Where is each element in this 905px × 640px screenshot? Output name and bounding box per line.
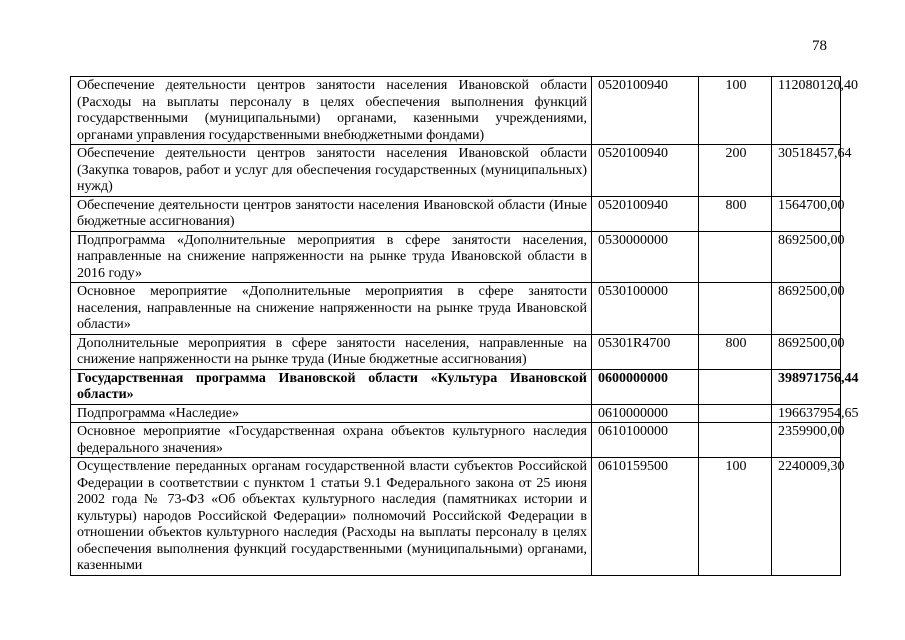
row-code: 0530000000: [592, 231, 699, 283]
row-type: [699, 231, 772, 283]
row-name: Обеспечение деятельности центров занятости населения Ивановской области (Расходы на выплаты персоналу в целях обеспечения выполнения функций государственными (муниципальными) органами, казенными учреждениями, органами управления государственными внебюджетными фондами): [71, 77, 592, 145]
row-amount: 398971756,44: [772, 369, 841, 404]
row-name: Дополнительные мероприятия в сфере занятости населения, направленные на снижение напряженности на рынке труда (Иные бюджетные ассигнования): [71, 334, 592, 369]
row-code: 0610000000: [592, 404, 699, 423]
row-code: 05301R4700: [592, 334, 699, 369]
table-row: [71, 145, 841, 197]
table-row: [71, 334, 841, 369]
row-amount: 2359900,00: [772, 423, 841, 458]
table-row-program: [71, 369, 841, 404]
row-code: 0520100940: [592, 196, 699, 231]
table-row: [71, 423, 841, 458]
row-amount: 8692500,00: [772, 283, 841, 335]
table-row: [71, 196, 841, 231]
row-code: 0530100000: [592, 283, 699, 335]
row-name: Основное мероприятие «Дополнительные мероприятия в сфере занятости населения, направленные на снижение напряженности на рынке труда Ивановской области»: [71, 283, 592, 335]
row-type: 800: [699, 334, 772, 369]
page-number: 78: [812, 38, 827, 54]
row-name: Осуществление переданных органам государственной власти субъектов Российской Федерации в соответствии с пунктом 1 статьи 9.1 Федерального закона от 25 июня 2002 года № 73-ФЗ «Об объектах культурного наследия (памятниках истории и культуры) народов Российской Федерации» полномочий Российской Федерации в отношении объектов культурного наследия (Расходы на выплаты персоналу в целях обеспечения выполнения функций государственными (муниципальными) органами, казенными: [71, 458, 592, 576]
row-type: 100: [699, 77, 772, 145]
row-name: Государственная программа Ивановской области «Культура Ивановской области»: [71, 369, 592, 404]
row-name: Подпрограмма «Дополнительные мероприятия в сфере занятости населения, направленные на снижение напряженности на рынке труда Ивановской области в 2016 году»: [71, 231, 592, 283]
row-type: 800: [699, 196, 772, 231]
row-name: Обеспечение деятельности центров занятости населения Ивановской области (Закупка товаров, работ и услуг для обеспечения государственных (муниципальных) нужд): [71, 145, 592, 197]
row-code: 0600000000: [592, 369, 699, 404]
row-amount: 2240009,30: [772, 458, 841, 576]
row-code: 0520100940: [592, 145, 699, 197]
row-amount: 112080120,40: [772, 77, 841, 145]
table-row: [71, 77, 841, 145]
row-code: 0520100940: [592, 77, 699, 145]
row-type: 100: [699, 458, 772, 576]
row-code: 0610100000: [592, 423, 699, 458]
row-name: Подпрограмма «Наследие»: [71, 404, 592, 423]
row-code: 0610159500: [592, 458, 699, 576]
row-type: [699, 423, 772, 458]
row-amount: 1564700,00: [772, 196, 841, 231]
table-row: [71, 404, 841, 423]
row-name: Обеспечение деятельности центров занятости населения Ивановской области (Иные бюджетные ассигнования): [71, 196, 592, 231]
table-row: [71, 283, 841, 335]
budget-table: [70, 76, 859, 576]
row-type: [699, 404, 772, 423]
row-amount: 8692500,00: [772, 231, 841, 283]
row-amount: 30518457,64: [772, 145, 841, 197]
row-amount: 196637954,65: [772, 404, 841, 423]
row-name: Основное мероприятие «Государственная охрана объектов культурного наследия федерального значения»: [71, 423, 592, 458]
table-row: [71, 231, 841, 283]
row-amount: 8692500,00: [772, 334, 841, 369]
row-type: [699, 283, 772, 335]
row-type: [699, 369, 772, 404]
row-type: 200: [699, 145, 772, 197]
table-row: [71, 458, 841, 576]
